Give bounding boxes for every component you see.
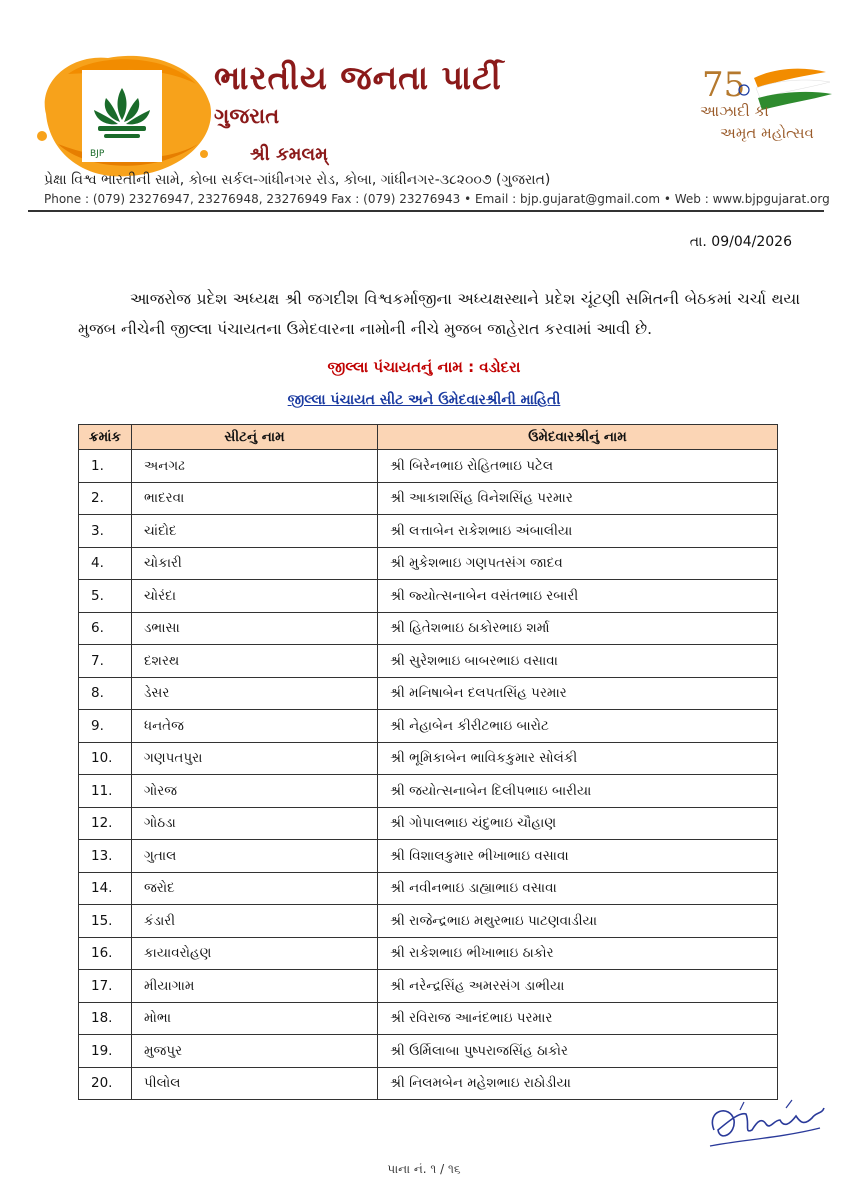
office-name: શ્રી કમલમ્ [250,144,328,165]
handwritten-signature [700,1090,830,1160]
candidate-name-cell: શ્રી હિતેશભાઇ ઠાકોરભાઇ શર્મા [378,612,778,645]
contact-line: Phone : (079) 23276947, 23276948, 23276949 Fax : (079) 23276943 • Email : bjp.gujarat@gmail.com • Web : www.bjpgujarat.org [44,192,830,206]
seat-name-cell: ચોકારી [132,547,378,580]
table-caption: જીલ્લા પંચાયત સીટ અને ઉમેદવારશ્રીની માહિતી [287,392,561,408]
azadi-line1: આઝાદી કા [700,102,769,120]
svg-text:BJP: BJP [90,149,105,159]
state-name: ગુજરાત [214,104,280,128]
candidate-name-cell: શ્રી આકાશસિંહ વિનેશસિંહ પરમાર [378,482,778,515]
table-row [79,645,778,678]
candidate-name-cell: શ્રી રાકેશભાઇ ભીખાભાઇ ઠાકોર [378,937,778,970]
candidate-name-cell: શ્રી જયોત્સનાબેન દિલીપભાઇ બારીયા [378,775,778,808]
candidate-name-cell: શ્રી રાજેન્દ્રભાઇ મથુરભાઇ પાટણવાડીયા [378,905,778,938]
table-row [79,1035,778,1068]
letterhead-divider [28,210,824,212]
azadi-line2: અમૃત મહોત્સવ [720,124,814,142]
table-row [79,905,778,938]
serial-number-cell: 14. [79,872,132,905]
candidates-table [78,424,778,1100]
serial-number-cell: 9. [79,710,132,743]
table-row [79,547,778,580]
document-date: તા. 09/04/2026 [689,234,792,250]
header-seat-name: સીટનું નામ [132,425,378,450]
candidate-name-cell: શ્રી ભૂમિકાબેન ભાવિકકુમાર સોલંકી [378,742,778,775]
table-body [79,450,778,1100]
table-row [79,450,778,483]
serial-number-cell: 2. [79,482,132,515]
seat-name-cell: દશરથ [132,645,378,678]
serial-number-cell: 10. [79,742,132,775]
header-candidate-name: ઉમેદવારશ્રીનું નામ [378,425,778,450]
district-heading: જીલ્લા પંચાયતનું નામ : વડોદરા [327,358,521,376]
serial-number-cell: 17. [79,970,132,1003]
candidate-name-cell: શ્રી નરેન્દ્રસિંહ અમરસંગ ડાભીયા [378,970,778,1003]
table-row [79,1002,778,1035]
serial-number-cell: 8. [79,677,132,710]
candidate-name-cell: શ્રી જ્યોત્સનાબેન વસંતભાઇ રબારી [378,580,778,613]
seat-name-cell: ભાદરવા [132,482,378,515]
table-row [79,970,778,1003]
table-row [79,872,778,905]
seat-name-cell: ચોરંદા [132,580,378,613]
header-serial: ક્રમાંક [79,425,132,450]
seat-name-cell: ગણપતપુરા [132,742,378,775]
table-row [79,807,778,840]
candidate-name-cell: શ્રી નવીનભાઇ ડાહ્યાભાઇ વસાવા [378,872,778,905]
serial-number-cell: 3. [79,515,132,548]
candidate-name-cell: શ્રી વિશાલકુમાર ભીખાભાઇ વસાવા [378,840,778,873]
seat-name-cell: ગોઠડા [132,807,378,840]
seat-name-cell: ચાંદોદ [132,515,378,548]
table-row [79,742,778,775]
serial-number-cell: 5. [79,580,132,613]
seat-name-cell: ધનતેજ [132,710,378,743]
table-row [79,1067,778,1100]
intro-paragraph: આજરોજ પ્રદેશ અધ્યક્ષ શ્રી જગદીશ વિશ્વકર્માજીના અધ્યક્ષસ્થાને પ્રદેશ ચૂંટણી સમિતની બેઠકમાં ચર્ચા થયા મુજબ નીચેની જીલ્લા પંચાયતના ઉમેદવારના નામોની નીચે મુજબ જાહેરાત કરવામાં આવી છે. [78,290,800,338]
seat-name-cell: ડેસર [132,677,378,710]
table-row [79,937,778,970]
seat-name-cell: મીયાગામ [132,970,378,1003]
serial-number-cell: 4. [79,547,132,580]
serial-number-cell: 18. [79,1002,132,1035]
serial-number-cell: 19. [79,1035,132,1068]
seat-name-cell: કાયાવરોહણ [132,937,378,970]
serial-number-cell: 15. [79,905,132,938]
serial-number-cell: 13. [79,840,132,873]
table-row [79,580,778,613]
page-number: પાના નં. ૧ / ૧૬ [387,1162,461,1176]
azadi-number: 75 [702,65,746,105]
serial-number-cell: 6. [79,612,132,645]
seat-name-cell: ગોરજ [132,775,378,808]
serial-number-cell: 20. [79,1067,132,1100]
seat-name-cell: ગુતાલ [132,840,378,873]
party-name: ભારતીય જનતા પાર્ટી [214,58,502,97]
candidate-name-cell: શ્રી બિરેનભાઇ રોહિતભાઇ પટેલ [378,450,778,483]
serial-number-cell: 16. [79,937,132,970]
seat-name-cell: મોભા [132,1002,378,1035]
office-address: પ્રેક્ષા વિશ્વ ભારતીની સામે, કોબા સર્કલ-ગાંધીનગર રોડ, કોબા, ગાંધીનગર-૩૮૨૦૦૭ (ગુજરાત) [44,172,551,188]
seat-name-cell: જરોદ [132,872,378,905]
table-row [79,775,778,808]
table-row [79,612,778,645]
table-row [79,482,778,515]
serial-number-cell: 1. [79,450,132,483]
candidate-name-cell: શ્રી રવિરાજ આનંદભાઇ પરમાર [378,1002,778,1035]
table-row [79,677,778,710]
table-row [79,840,778,873]
candidate-name-cell: શ્રી ઉર્મિલાબા પુષ્પરાજસિંહ ઠાકોર [378,1035,778,1068]
seat-name-cell: અનગઢ [132,450,378,483]
table-header-row [79,425,778,450]
seat-name-cell: ડભાસા [132,612,378,645]
seat-name-cell: પીલોલ [132,1067,378,1100]
serial-number-cell: 7. [79,645,132,678]
table-row [79,710,778,743]
serial-number-cell: 12. [79,807,132,840]
seat-name-cell: મુજપુર [132,1035,378,1068]
candidate-name-cell: શ્રી ગોપાલભાઇ ચંદુભાઇ ચૌહાણ [378,807,778,840]
candidate-name-cell: શ્રી સુરેશભાઇ બાબરભાઇ વસાવા [378,645,778,678]
candidate-name-cell: શ્રી મનિષાબેન દલપતસિંહ પરમાર [378,677,778,710]
candidate-name-cell: શ્રી લત્તાબેન રાકેશભાઇ અંબાલીયા [378,515,778,548]
serial-number-cell: 11. [79,775,132,808]
candidate-name-cell: શ્રી નેહાબેન કીરીટભાઇ બારોટ [378,710,778,743]
bjp-logo [28,44,218,184]
candidate-name-cell: શ્રી મુકેશભાઇ ગણપતસંગ જાદવ [378,547,778,580]
seat-name-cell: કંડારી [132,905,378,938]
table-row [79,515,778,548]
candidate-name-cell: શ્રી નિલમબેન મહેશભાઇ રાઠોડીયા [378,1067,778,1100]
